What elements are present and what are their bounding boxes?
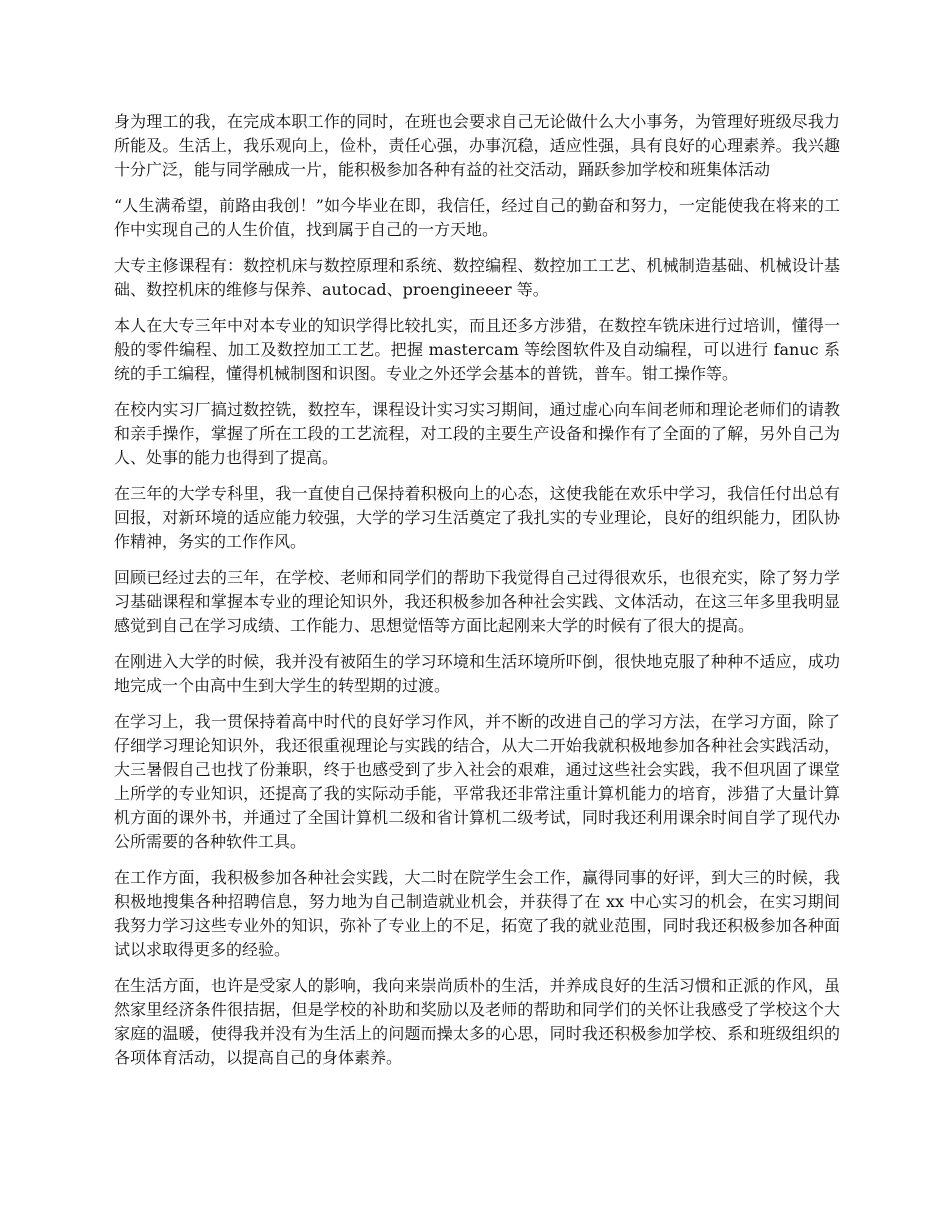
paragraph-study: 在学习上，我一贯保持着高中时代的良好学习作风，并不断的改进自己的学习方法，在学习方面，除了仔细学习理论知识外，我还很重视理论与实践的结合，从大二开始我就积极地参加各种社会实践活动，大三暑假自己也找了份兼职，终于也感受到了步入社会的艰难，通过这些社会实践，我不但巩固了课堂上所学的专业知识，还提高了我的实际动手能，平常我还非常注重计算机能力的培育，涉猎了大量计算机方面的课外书，并通过了全国计算机二级和省计算机二级考试，同时我还利用课余时间自学了现代办公所需要的各种软件工具。 — [114, 712, 840, 851]
paragraph-professional-skills: 本人在大专三年中对本专业的知识学得比较扎实，而且还多方涉猎，在数控车铣床进行过培训，懂得一般的零件编程、加工及数控加工工艺。把握 mastercam 等绘图软件及自动编程，可以进行 fanuc 系统的手工编程，懂得机械制图和识图。专业之外还学会基本的普铣，普车。钳工操作等。 — [114, 316, 840, 383]
paragraph-major-courses: 大专主修课程有：数控机床与数控原理和系统、数控编程、数控加工工艺、机械制造基础、机械设计基础、数控机床的维修与保养、autocad、proengineeer 等。 — [114, 256, 840, 299]
paragraph-self-intro: 身为理工的我，在完成本职工作的同时，在班也会要求自己无论做什么大小事务，为管理好班级尽我力所能及。生活上，我乐观向上，俭朴，责任心强，办事沉稳，适应性强，具有良好的心理素养。我兴趣十分广泛，能与同学融成一片，能积极参加各种有益的社交活动，踊跃参加学校和班集体活动 — [114, 112, 840, 179]
paragraph-work: 在工作方面，我积极参加各种社会实践，大二时在院学生会工作，赢得同事的好评，到大三的时候，我积极地搜集各种招聘信息，努力地为自己制造就业机会，并获得了在 xx 中心实习的机会，在实习期间我努力学习这些专业外的知识，弥补了专业上的不足，拓宽了我的就业范围，同时我还积极参加各种面试以求取得更多的经验。 — [114, 868, 840, 959]
document-body — [114, 110, 840, 1082]
paragraph-internship: 在校内实习厂搞过数控铣，数控车，课程设计实习实习期间，通过虚心向车间老师和理论老师们的请教和亲手操作，掌握了所在工段的工艺流程，对工段的主要生产设备和操作有了全面的了解，另外自己为人、处事的能力也得到了提高。 — [114, 400, 840, 467]
paragraph-three-years-review: 回顾已经过去的三年，在学校、老师和同学们的帮助下我觉得自己过得很欢乐，也很充实，除了努力学习基础课程和掌握本专业的理论知识外，我还积极参加各种社会实践、文体活动，在这三年多里我明显感觉到自己在学习成绩、工作能力、思想觉悟等方面比起刚来大学的时候有了很大的提高。 — [114, 568, 840, 635]
paragraph-college-attitude: 在三年的大学专科里，我一直使自己保持着积极向上的心态，这使我能在欢乐中学习，我信任付出总有回报，对新环境的适应能力较强，大学的学习生活奠定了我扎实的专业理论，良好的组织能力，团队协作精神，务实的工作作风。 — [114, 484, 840, 551]
paragraph-life: 在生活方面，也许是受家人的影响，我向来崇尚质朴的生活，并养成良好的生活习惯和正派的作风，虽然家里经济条件很拮据，但是学校的补助和奖励以及老师的帮助和同学们的关怀让我感受了学校这个大家庭的温暖，使得我并没有为生活上的问题而操太多的心思，同时我还积极参加学校、系和班级组织的各项体育活动，以提高自己的身体素养。 — [114, 976, 840, 1067]
paragraph-entering-college: 在刚进入大学的时候，我并没有被陌生的学习环境和生活环境所吓倒，很快地克服了种种不适应，成功地完成一个由高中生到大学生的转型期的过渡。 — [114, 652, 840, 695]
paragraph-future-outlook: “人生满希望，前路由我创！”如今毕业在即，我信任，经过自己的勤奋和努力，一定能使我在将来的工作中实现自己的人生价值，找到属于自己的一方天地。 — [114, 196, 840, 239]
